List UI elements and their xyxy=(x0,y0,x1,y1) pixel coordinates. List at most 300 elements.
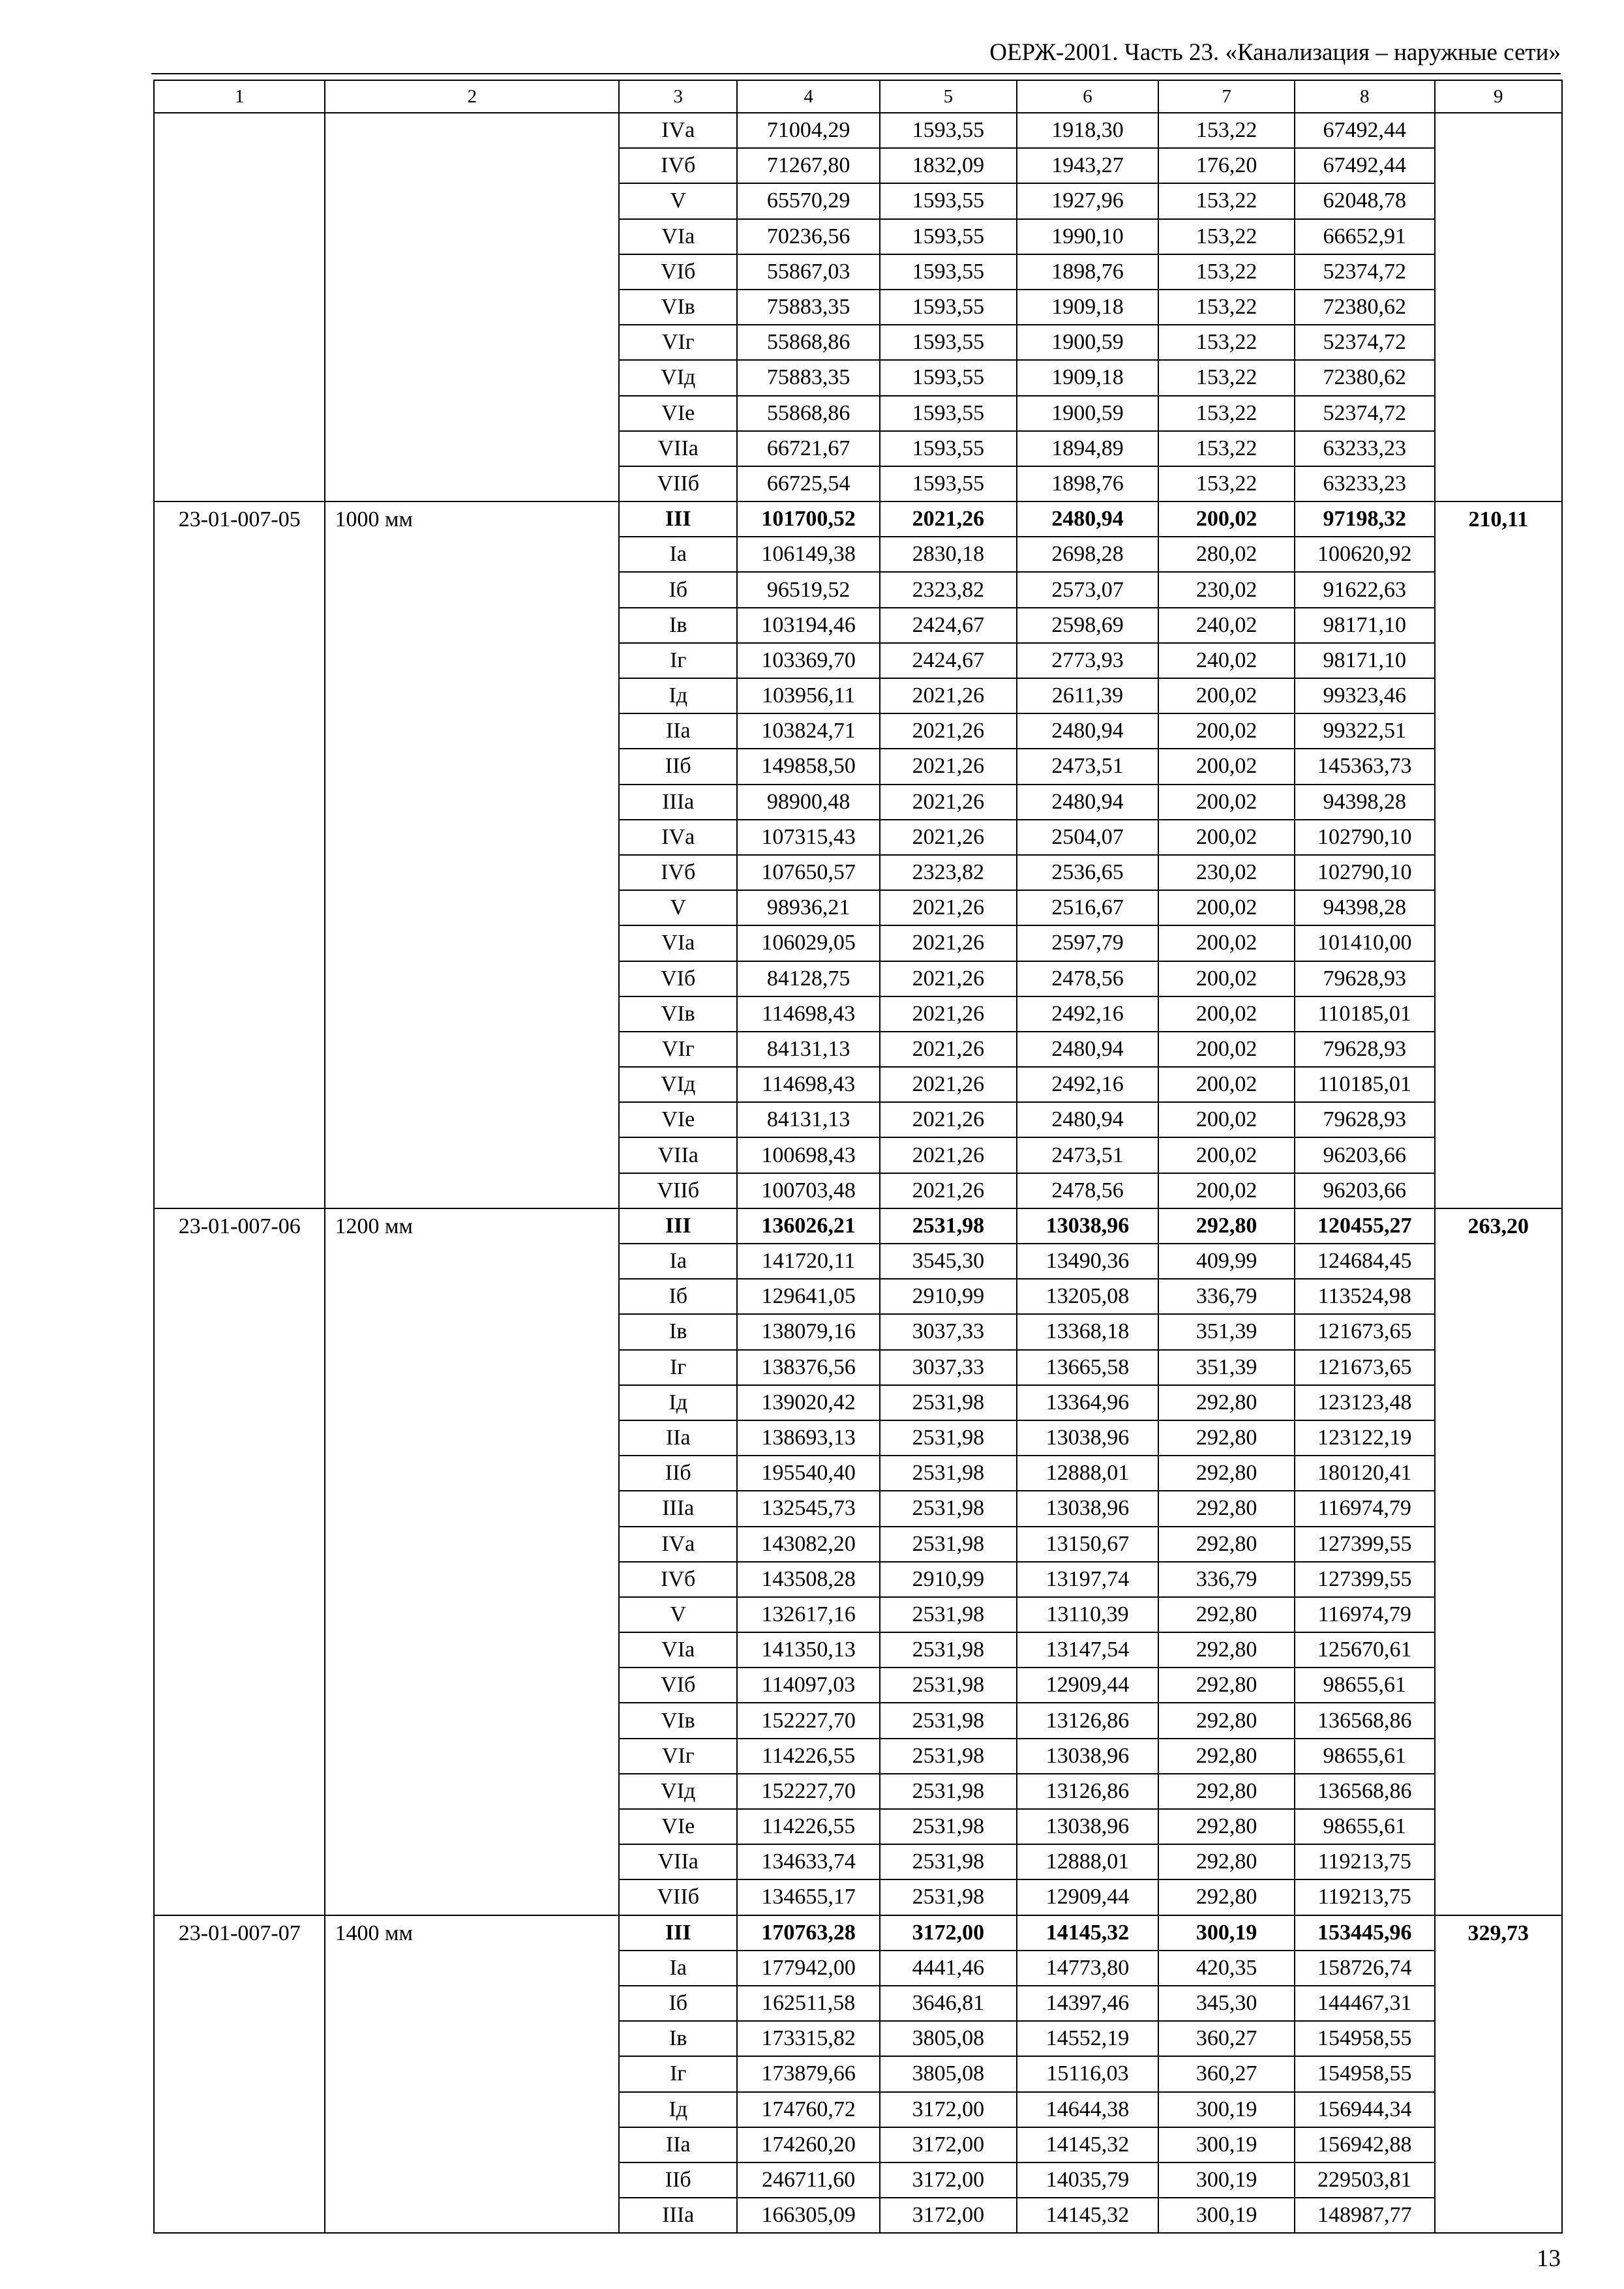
value-cell: 114097,03 xyxy=(737,1668,880,1703)
zone-cell: IIа xyxy=(619,1420,737,1456)
value-cell: 96203,66 xyxy=(1295,1137,1435,1173)
zone-cell: VIг xyxy=(619,1739,737,1774)
value-cell: 2021,26 xyxy=(880,890,1017,925)
value-cell: 14644,38 xyxy=(1017,2092,1159,2127)
zone-cell: IVб xyxy=(619,855,737,890)
value-cell: 292,80 xyxy=(1158,1632,1295,1668)
item-code: 23-01-007-05 xyxy=(154,501,325,1208)
value-cell: 2021,26 xyxy=(880,678,1017,713)
value-cell: 153,22 xyxy=(1158,254,1295,290)
value-cell: 3037,33 xyxy=(880,1314,1017,1349)
zone-cell: VIе xyxy=(619,1102,737,1137)
value-cell: 240,02 xyxy=(1158,608,1295,643)
value-cell: 102790,10 xyxy=(1295,820,1435,855)
value-cell: 292,80 xyxy=(1158,1597,1295,1632)
value-cell: 94398,28 xyxy=(1295,890,1435,925)
value-cell: 409,99 xyxy=(1158,1244,1295,1279)
zone-cell: IVа xyxy=(619,820,737,855)
value-cell: 141350,13 xyxy=(737,1632,880,1668)
value-cell: 103824,71 xyxy=(737,713,880,749)
value-cell: 3545,30 xyxy=(880,1244,1017,1279)
value-cell: 1593,55 xyxy=(880,254,1017,290)
column-number: 2 xyxy=(325,80,619,113)
value-cell: 94398,28 xyxy=(1295,785,1435,820)
value-cell: 98655,61 xyxy=(1295,1739,1435,1774)
value-cell: 144467,31 xyxy=(1295,1986,1435,2021)
value-cell: 153,22 xyxy=(1158,290,1295,325)
value-cell: 110185,01 xyxy=(1295,1067,1435,1102)
value-cell: 1894,89 xyxy=(1017,431,1159,466)
zone-cell: V xyxy=(619,183,737,218)
value-cell: 292,80 xyxy=(1158,1420,1295,1456)
value-cell: 70236,56 xyxy=(737,219,880,254)
value-cell: 1593,55 xyxy=(880,113,1017,148)
value-cell: 2473,51 xyxy=(1017,1137,1159,1173)
value-cell: 96519,52 xyxy=(737,572,880,607)
value-cell: 12888,01 xyxy=(1017,1456,1159,1491)
value-cell: 420,35 xyxy=(1158,1951,1295,1986)
value-cell: 1898,76 xyxy=(1017,254,1159,290)
zone-cell: Iа xyxy=(619,1244,737,1279)
zone-cell: III xyxy=(619,1208,737,1244)
value-cell: 2021,26 xyxy=(880,1173,1017,1208)
item-code: 23-01-007-07 xyxy=(154,1915,325,2234)
value-cell: 2531,98 xyxy=(880,1420,1017,1456)
value-cell: 67492,44 xyxy=(1295,148,1435,183)
value-cell: 100698,43 xyxy=(737,1137,880,1173)
value-cell: 2021,26 xyxy=(880,1102,1017,1137)
value-cell: 3172,00 xyxy=(880,2092,1017,2127)
value-cell: 2536,65 xyxy=(1017,855,1159,890)
zone-cell: Iд xyxy=(619,2092,737,2127)
value-cell: 14397,46 xyxy=(1017,1986,1159,2021)
value-cell: 1909,18 xyxy=(1017,290,1159,325)
value-cell: 292,80 xyxy=(1158,1385,1295,1420)
value-cell: 13490,36 xyxy=(1017,1244,1159,1279)
value-cell: 134633,74 xyxy=(737,1844,880,1879)
value-cell: 174760,72 xyxy=(737,2092,880,2127)
value-cell: 158726,74 xyxy=(1295,1951,1435,1986)
value-cell: 138693,13 xyxy=(737,1420,880,1456)
value-cell: 113524,98 xyxy=(1295,1279,1435,1314)
zone-cell: VIг xyxy=(619,1032,737,1067)
value-cell: 2830,18 xyxy=(880,537,1017,572)
value-cell: 174260,20 xyxy=(737,2127,880,2162)
value-cell: 230,02 xyxy=(1158,855,1295,890)
value-cell: 1918,30 xyxy=(1017,113,1159,148)
value-cell: 97198,32 xyxy=(1295,501,1435,537)
value-cell: 2531,98 xyxy=(880,1844,1017,1879)
zone-cell: IVа xyxy=(619,1527,737,1562)
value-cell: 200,02 xyxy=(1158,1173,1295,1208)
value-cell: 12888,01 xyxy=(1017,1844,1159,1879)
value-cell: 71267,80 xyxy=(737,148,880,183)
value-cell: 14552,19 xyxy=(1017,2021,1159,2056)
zone-cell: Iб xyxy=(619,1279,737,1314)
value-cell: 134655,17 xyxy=(737,1879,880,1915)
value-cell: 136568,86 xyxy=(1295,1703,1435,1738)
value-cell: 98900,48 xyxy=(737,785,880,820)
zone-cell: IVб xyxy=(619,1562,737,1597)
value-cell: 153445,96 xyxy=(1295,1915,1435,1951)
page-number: 13 xyxy=(1537,2245,1561,2272)
value-cell: 124684,45 xyxy=(1295,1244,1435,1279)
value-cell: 14035,79 xyxy=(1017,2162,1159,2198)
value-cell: 103194,46 xyxy=(737,608,880,643)
value-cell: 173315,82 xyxy=(737,2021,880,2056)
value-cell: 145363,73 xyxy=(1295,749,1435,784)
value-cell: 119213,75 xyxy=(1295,1879,1435,1915)
value-cell: 138376,56 xyxy=(737,1350,880,1385)
value-cell: 136568,86 xyxy=(1295,1774,1435,1809)
value-cell: 114698,43 xyxy=(737,1067,880,1102)
value-cell: 200,02 xyxy=(1158,961,1295,996)
value-cell: 360,27 xyxy=(1158,2021,1295,2056)
value-cell: 2021,26 xyxy=(880,1067,1017,1102)
value-cell: 138079,16 xyxy=(737,1314,880,1349)
value-cell: 101410,00 xyxy=(1295,925,1435,961)
value-cell: 1593,55 xyxy=(880,466,1017,501)
value-cell: 153,22 xyxy=(1158,360,1295,395)
value-cell: 1593,55 xyxy=(880,396,1017,431)
value-cell: 170763,28 xyxy=(737,1915,880,1951)
value-cell: 2480,94 xyxy=(1017,785,1159,820)
page-header-title: ОЕРЖ-2001. Часть 23. «Канализация – наружные сети» xyxy=(989,39,1561,66)
value-cell: 2698,28 xyxy=(1017,537,1159,572)
value-cell: 96203,66 xyxy=(1295,1173,1435,1208)
value-cell: 13126,86 xyxy=(1017,1774,1159,1809)
value-cell: 154958,55 xyxy=(1295,2056,1435,2091)
value-cell: 13205,08 xyxy=(1017,1279,1159,1314)
zone-cell: VIд xyxy=(619,1067,737,1102)
zone-cell: IIб xyxy=(619,749,737,784)
zone-cell: Iг xyxy=(619,643,737,678)
value-cell: 13147,54 xyxy=(1017,1632,1159,1668)
value-cell: 280,02 xyxy=(1158,537,1295,572)
value-cell: 229503,81 xyxy=(1295,2162,1435,2198)
value-cell: 292,80 xyxy=(1158,1456,1295,1491)
value-cell: 14145,32 xyxy=(1017,1915,1159,1951)
value-cell: 13364,96 xyxy=(1017,1385,1159,1420)
value-cell: 62048,78 xyxy=(1295,183,1435,218)
value-cell: 55868,86 xyxy=(737,396,880,431)
value-cell: 13368,18 xyxy=(1017,1314,1159,1349)
value-cell: 153,22 xyxy=(1158,113,1295,148)
zone-cell: VIIа xyxy=(619,1137,737,1173)
value-cell: 180120,41 xyxy=(1295,1456,1435,1491)
value-cell: 2598,69 xyxy=(1017,608,1159,643)
value-cell: 13126,86 xyxy=(1017,1703,1159,1738)
item-name: 1400 мм xyxy=(325,1915,619,2234)
value-cell: 2531,98 xyxy=(880,1809,1017,1844)
zone-cell: VIв xyxy=(619,1703,737,1738)
value-cell: 13197,74 xyxy=(1017,1562,1159,1597)
value-cell: 2773,93 xyxy=(1017,643,1159,678)
column-number: 6 xyxy=(1017,80,1159,113)
value-cell: 84131,13 xyxy=(737,1102,880,1137)
value-cell: 2516,67 xyxy=(1017,890,1159,925)
zone-cell: V xyxy=(619,890,737,925)
value-cell: 292,80 xyxy=(1158,1208,1295,1244)
value-cell: 66721,67 xyxy=(737,431,880,466)
zone-cell: VIг xyxy=(619,325,737,360)
value-cell: 2531,98 xyxy=(880,1208,1017,1244)
value-cell: 79628,93 xyxy=(1295,961,1435,996)
value-cell: 292,80 xyxy=(1158,1774,1295,1809)
value-cell: 152227,70 xyxy=(737,1703,880,1738)
value-cell: 3172,00 xyxy=(880,1915,1017,1951)
zone-cell: IIб xyxy=(619,1456,737,1491)
zone-cell: VIIа xyxy=(619,1844,737,1879)
price-table xyxy=(153,80,1563,2234)
value-cell: 200,02 xyxy=(1158,501,1295,537)
value-cell: 2531,98 xyxy=(880,1597,1017,1632)
value-cell: 55867,03 xyxy=(737,254,880,290)
value-cell: 2531,98 xyxy=(880,1774,1017,1809)
zone-cell: III xyxy=(619,1915,737,1951)
value-cell: 2021,26 xyxy=(880,749,1017,784)
value-cell: 84128,75 xyxy=(737,961,880,996)
value-cell: 2480,94 xyxy=(1017,1102,1159,1137)
value-cell: 99322,51 xyxy=(1295,713,1435,749)
value-cell: 2480,94 xyxy=(1017,713,1159,749)
value-cell: 1593,55 xyxy=(880,219,1017,254)
value-cell: 1593,55 xyxy=(880,431,1017,466)
value-cell: 2573,07 xyxy=(1017,572,1159,607)
value-cell: 1898,76 xyxy=(1017,466,1159,501)
item-name: 1000 мм xyxy=(325,501,619,1208)
value-cell: 1593,55 xyxy=(880,290,1017,325)
value-cell: 2531,98 xyxy=(880,1385,1017,1420)
value-cell: 107315,43 xyxy=(737,820,880,855)
value-cell: 2021,26 xyxy=(880,1137,1017,1173)
value-cell: 3646,81 xyxy=(880,1986,1017,2021)
zone-cell: VIе xyxy=(619,1809,737,1844)
value-cell: 336,79 xyxy=(1158,1562,1295,1597)
value-cell: 116974,79 xyxy=(1295,1491,1435,1526)
value-cell: 72380,62 xyxy=(1295,290,1435,325)
value-cell: 345,30 xyxy=(1158,1986,1295,2021)
value-cell: 2021,26 xyxy=(880,961,1017,996)
value-cell: 240,02 xyxy=(1158,643,1295,678)
value-cell: 106029,05 xyxy=(737,925,880,961)
value-cell: 65570,29 xyxy=(737,183,880,218)
zone-cell: Iд xyxy=(619,1385,737,1420)
item-code xyxy=(154,113,325,501)
value-cell: 292,80 xyxy=(1158,1879,1295,1915)
value-cell: 103369,70 xyxy=(737,643,880,678)
value-cell: 79628,93 xyxy=(1295,1032,1435,1067)
value-cell: 139020,42 xyxy=(737,1385,880,1420)
column-number-row xyxy=(154,80,1562,113)
value-cell: 153,22 xyxy=(1158,431,1295,466)
value-cell: 67492,44 xyxy=(1295,113,1435,148)
value-cell: 153,22 xyxy=(1158,396,1295,431)
zone-cell: IIIа xyxy=(619,1491,737,1526)
value-cell: 2531,98 xyxy=(880,1632,1017,1668)
value-cell: 300,19 xyxy=(1158,1915,1295,1951)
value-cell: 102790,10 xyxy=(1295,855,1435,890)
value-cell: 148987,77 xyxy=(1295,2198,1435,2233)
value-cell: 2021,26 xyxy=(880,820,1017,855)
value-cell: 66725,54 xyxy=(737,466,880,501)
result-cell: 263,20 xyxy=(1435,1208,1562,1915)
value-cell: 1927,96 xyxy=(1017,183,1159,218)
zone-cell: VIб xyxy=(619,254,737,290)
value-cell: 154958,55 xyxy=(1295,2021,1435,2056)
value-cell: 200,02 xyxy=(1158,749,1295,784)
value-cell: 2021,26 xyxy=(880,713,1017,749)
value-cell: 2021,26 xyxy=(880,1032,1017,1067)
value-cell: 2424,67 xyxy=(880,643,1017,678)
value-cell: 100703,48 xyxy=(737,1173,880,1208)
value-cell: 3805,08 xyxy=(880,2021,1017,2056)
zone-cell: VIIб xyxy=(619,466,737,501)
zone-cell: VIб xyxy=(619,961,737,996)
zone-cell: VIа xyxy=(619,1632,737,1668)
value-cell: 14773,80 xyxy=(1017,1951,1159,1986)
value-cell: 300,19 xyxy=(1158,2162,1295,2198)
table-row xyxy=(154,113,1562,148)
value-cell: 1832,09 xyxy=(880,148,1017,183)
value-cell: 107650,57 xyxy=(737,855,880,890)
value-cell: 153,22 xyxy=(1158,466,1295,501)
value-cell: 71004,29 xyxy=(737,113,880,148)
value-cell: 162511,58 xyxy=(737,1986,880,2021)
result-cell: 210,11 xyxy=(1435,501,1562,1208)
zone-cell: IIа xyxy=(619,2127,737,2162)
value-cell: 52374,72 xyxy=(1295,396,1435,431)
value-cell: 1990,10 xyxy=(1017,219,1159,254)
value-cell: 127399,55 xyxy=(1295,1562,1435,1597)
value-cell: 98171,10 xyxy=(1295,643,1435,678)
zone-cell: IIIа xyxy=(619,785,737,820)
value-cell: 91622,63 xyxy=(1295,572,1435,607)
value-cell: 114226,55 xyxy=(737,1809,880,1844)
zone-cell: Iв xyxy=(619,1314,737,1349)
column-number: 5 xyxy=(880,80,1017,113)
column-number: 7 xyxy=(1158,80,1295,113)
value-cell: 292,80 xyxy=(1158,1739,1295,1774)
value-cell: 98936,21 xyxy=(737,890,880,925)
value-cell: 2531,98 xyxy=(880,1527,1017,1562)
value-cell: 292,80 xyxy=(1158,1491,1295,1526)
value-cell: 84131,13 xyxy=(737,1032,880,1067)
value-cell: 351,39 xyxy=(1158,1314,1295,1349)
table-row xyxy=(154,501,1562,537)
value-cell: 2611,39 xyxy=(1017,678,1159,713)
zone-cell: VIIа xyxy=(619,431,737,466)
zone-cell: V xyxy=(619,1597,737,1632)
value-cell: 336,79 xyxy=(1158,1279,1295,1314)
value-cell: 13110,39 xyxy=(1017,1597,1159,1632)
value-cell: 52374,72 xyxy=(1295,254,1435,290)
value-cell: 119213,75 xyxy=(1295,1844,1435,1879)
value-cell: 230,02 xyxy=(1158,572,1295,607)
value-cell: 141720,11 xyxy=(737,1244,880,1279)
value-cell: 106149,38 xyxy=(737,537,880,572)
value-cell: 114698,43 xyxy=(737,996,880,1032)
zone-cell: III xyxy=(619,501,737,537)
zone-cell: IIIа xyxy=(619,2198,737,2233)
value-cell: 72380,62 xyxy=(1295,360,1435,395)
value-cell: 2910,99 xyxy=(880,1562,1017,1597)
zone-cell: IIб xyxy=(619,2162,737,2198)
value-cell: 2323,82 xyxy=(880,572,1017,607)
zone-cell: Iд xyxy=(619,678,737,713)
value-cell: 300,19 xyxy=(1158,2198,1295,2233)
value-cell: 63233,23 xyxy=(1295,466,1435,501)
value-cell: 173879,66 xyxy=(737,2056,880,2091)
value-cell: 3172,00 xyxy=(880,2127,1017,2162)
value-cell: 3172,00 xyxy=(880,2162,1017,2198)
zone-cell: VIб xyxy=(619,1668,737,1703)
zone-cell: IVб xyxy=(619,148,737,183)
value-cell: 3805,08 xyxy=(880,2056,1017,2091)
value-cell: 2480,94 xyxy=(1017,501,1159,537)
value-cell: 149858,50 xyxy=(737,749,880,784)
value-cell: 200,02 xyxy=(1158,1102,1295,1137)
value-cell: 129641,05 xyxy=(737,1279,880,1314)
value-cell: 13665,58 xyxy=(1017,1350,1159,1385)
value-cell: 200,02 xyxy=(1158,820,1295,855)
value-cell: 177942,00 xyxy=(737,1951,880,1986)
value-cell: 125670,61 xyxy=(1295,1632,1435,1668)
zone-cell: VIа xyxy=(619,219,737,254)
value-cell: 1593,55 xyxy=(880,183,1017,218)
value-cell: 3172,00 xyxy=(880,2198,1017,2233)
value-cell: 136026,21 xyxy=(737,1208,880,1244)
value-cell: 66652,91 xyxy=(1295,219,1435,254)
value-cell: 63233,23 xyxy=(1295,431,1435,466)
result-cell xyxy=(1435,113,1562,501)
value-cell: 1909,18 xyxy=(1017,360,1159,395)
table-body xyxy=(154,80,1562,2233)
zone-cell: Iг xyxy=(619,1350,737,1385)
value-cell: 100620,92 xyxy=(1295,537,1435,572)
value-cell: 2021,26 xyxy=(880,925,1017,961)
value-cell: 98171,10 xyxy=(1295,608,1435,643)
zone-cell: Iв xyxy=(619,2021,737,2056)
zone-cell: Iб xyxy=(619,1986,737,2021)
value-cell: 4441,46 xyxy=(880,1951,1017,1986)
column-number: 8 xyxy=(1295,80,1435,113)
zone-cell: VIд xyxy=(619,1774,737,1809)
value-cell: 110185,01 xyxy=(1295,996,1435,1032)
value-cell: 121673,65 xyxy=(1295,1350,1435,1385)
value-cell: 2473,51 xyxy=(1017,749,1159,784)
value-cell: 2492,16 xyxy=(1017,1067,1159,1102)
value-cell: 2531,98 xyxy=(880,1456,1017,1491)
result-cell: 329,73 xyxy=(1435,1915,1562,2234)
value-cell: 12909,44 xyxy=(1017,1879,1159,1915)
value-cell: 15116,03 xyxy=(1017,2056,1159,2091)
column-number: 1 xyxy=(154,80,325,113)
value-cell: 200,02 xyxy=(1158,925,1295,961)
value-cell: 360,27 xyxy=(1158,2056,1295,2091)
zone-cell: Iг xyxy=(619,2056,737,2091)
value-cell: 13150,67 xyxy=(1017,1527,1159,1562)
value-cell: 351,39 xyxy=(1158,1350,1295,1385)
zone-cell: VIд xyxy=(619,360,737,395)
zone-cell: VIв xyxy=(619,290,737,325)
value-cell: 292,80 xyxy=(1158,1668,1295,1703)
value-cell: 2531,98 xyxy=(880,1879,1017,1915)
value-cell: 166305,09 xyxy=(737,2198,880,2233)
value-cell: 200,02 xyxy=(1158,785,1295,820)
value-cell: 75883,35 xyxy=(737,360,880,395)
zone-cell: IVа xyxy=(619,113,737,148)
